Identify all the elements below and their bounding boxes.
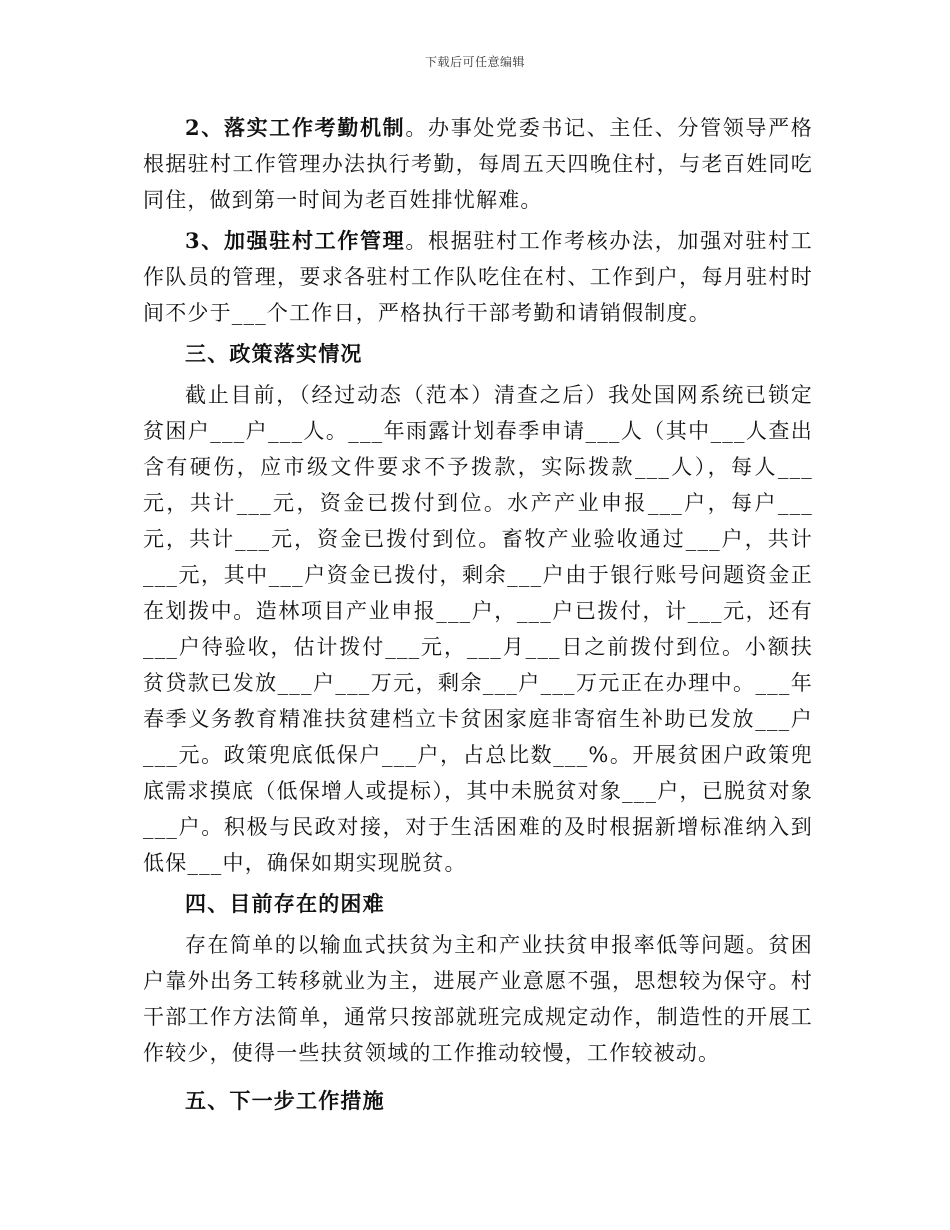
paragraph-attendance-body: 。办事处党委书记、主任、分管领导严格根据驻村工作管理办法执行考勤，每周五天四晚住村，与老百姓同吃同住，做到第一时间为老百姓排忧解难。: [143, 116, 813, 212]
paragraph-policy: 截止目前，（经过动态（范本）清查之后）我处国网系统已锁定贫困户___户___人。___年雨露计划春季申请___人（其中___人查出含有硬伤，应市级文件要求不予拨款，实际拨款___人），每人___元，共计___元，资金已拨付到位。水产产业申报___户，每户___元，共计___元，资金已拨付到位。畜牧产业验收通过___户，共计___元，其中___户资金已拨付，剩余___户由于银行账号问题资金正在划拨中。造林项目产业申报___户，___户已拨付，计___元，还有___户待验收，估计拨付___元，___月___日之前拨付到位。小额扶贫贷款已发放___户___万元，剩余___户___万元正在办理中。___年春季义务教育精准扶贫建档立卡贫困家庭非寄宿生补助已发放___户___元。政策兜底低保户___户，占总比数___%。开展贫困户政策兜底需求摸底（低保增人或提标），其中未脱贫对象___户，已脱贫对象___户。积极与民政对接，对于生活困难的及时根据新增标准纳入到低保___中，确保如期实现脱贫。: [143, 383, 813, 875]
section-heading-difficulties: 四、目前存在的困难: [185, 891, 385, 916]
section-heading-next-steps: 五、下一步工作措施: [185, 1088, 385, 1113]
section-heading-policy: 三、政策落实情况: [185, 341, 363, 366]
paragraph-management: [143, 223, 813, 331]
document-body: [143, 110, 813, 1119]
paragraph-difficulties: 存在简单的以输血式扶贫为主和产业扶贫申报率低等问题。贫困户靠外出务工转移就业为主，进展产业意愿不强，思想较为保守。村干部工作方法简单，通常只按部就班完成规定动作，制造性的开展工作较少，使得一些扶贫领域的工作推动较慢，工作较被动。: [143, 933, 813, 1065]
paragraph-attendance: [143, 110, 813, 218]
page-header: 下载后可任意编辑: [424, 55, 525, 69]
paragraph-management-body: 。根据驻村工作考核办法，加强对驻村工作队员的管理，要求各驻村工作队吃住在村、工作到户，每月驻村时间不少于___个工作日，严格执行干部考勤和请销假制度。: [143, 229, 813, 325]
paragraph-attendance-lead: 2、落实工作考勤机制: [185, 115, 406, 140]
paragraph-management-lead: 3、加强驻村工作管理: [185, 228, 406, 253]
